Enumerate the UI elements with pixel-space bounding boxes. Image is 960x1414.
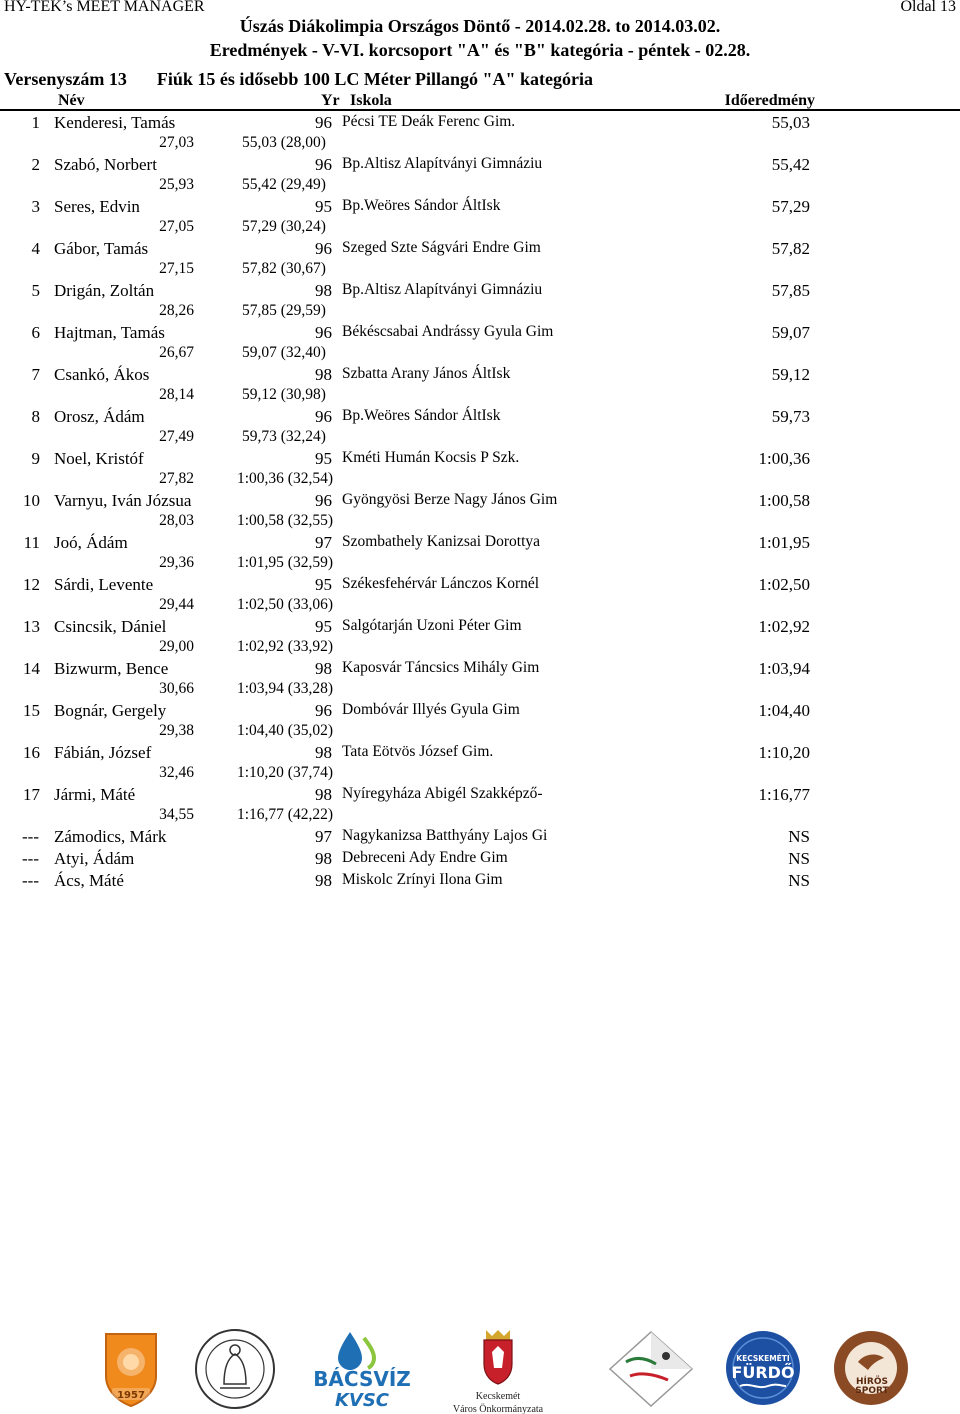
school-name: Nyíregyháza Abigél Szakképző- xyxy=(342,785,543,802)
split-50: 29,44 xyxy=(159,596,194,613)
split-100: 57,29 (30,24) xyxy=(242,218,326,235)
split-100: 55,42 (29,49) xyxy=(242,176,326,193)
school-name: Miskolc Zrínyi Ilona Gim xyxy=(342,871,503,888)
split-100: 59,07 (32,40) xyxy=(242,344,326,361)
split-50: 27,82 xyxy=(159,470,194,487)
status: NS xyxy=(788,871,810,890)
non-starter-row xyxy=(0,827,960,849)
furdo-text-main: FÜRDŐ xyxy=(731,1363,795,1382)
birth-year: 96 xyxy=(315,323,332,342)
seal-logo-icon xyxy=(194,1328,276,1410)
swimmer-name: Seres, Edvin xyxy=(54,197,140,216)
split-100: 1:10,20 (37,74) xyxy=(237,764,334,781)
column-header-name: Név xyxy=(58,92,85,109)
split-100: 59,73 (32,24) xyxy=(242,428,326,445)
swimmer-name: Atyi, Ádám xyxy=(54,849,135,868)
birth-year: 98 xyxy=(315,871,332,890)
split-50: 28,03 xyxy=(159,512,194,529)
final-time: 57,29 xyxy=(771,197,810,216)
swimmer-name: Noel, Kristóf xyxy=(54,449,144,468)
place: 9 xyxy=(31,449,40,468)
birth-year: 95 xyxy=(315,617,332,636)
result-row xyxy=(0,281,960,323)
birth-year: 96 xyxy=(315,155,332,174)
final-time: 1:02,50 xyxy=(758,575,810,594)
birth-year: 96 xyxy=(315,407,332,426)
split-50: 28,14 xyxy=(159,386,194,403)
swimmer-name: Varnyu, Iván Józsua xyxy=(54,491,192,510)
result-row xyxy=(0,113,960,155)
result-row xyxy=(0,323,960,365)
split-50: 27,49 xyxy=(159,428,194,445)
result-row xyxy=(0,701,960,743)
split-50: 27,03 xyxy=(159,134,194,151)
place: 4 xyxy=(31,239,40,258)
split-50: 27,05 xyxy=(159,218,194,235)
swimmer-name: Joó, Ádám xyxy=(54,533,128,552)
birth-year: 98 xyxy=(315,785,332,804)
place: 7 xyxy=(31,365,40,384)
final-time: 1:10,20 xyxy=(758,743,810,762)
birth-year: 95 xyxy=(315,575,332,594)
kecskemet-text: Kecskemét xyxy=(475,1391,521,1402)
place: 1 xyxy=(31,113,40,132)
final-time: 59,07 xyxy=(771,323,810,342)
birth-year: 95 xyxy=(315,449,332,468)
status: NS xyxy=(788,827,810,846)
kvsc-text: KVSC xyxy=(334,1390,390,1410)
results-title: Eredmények - V-VI. korcsoport "A" és "B" kategória - péntek - 02.28. xyxy=(209,40,751,60)
birth-year: 98 xyxy=(315,659,332,678)
split-50: 26,67 xyxy=(159,344,194,361)
bacsviz-kvsc-logo-icon xyxy=(310,1328,414,1410)
split-50: 27,15 xyxy=(159,260,194,277)
school-name: Bp.Altisz Alapítványi Gimnáziu xyxy=(342,281,543,298)
bacsviz-text: BÁCSVÍZ xyxy=(313,1367,411,1391)
final-time: 1:02,92 xyxy=(758,617,810,636)
birth-year: 96 xyxy=(315,239,332,258)
split-50: 25,93 xyxy=(159,176,194,193)
swimmer-name: Jármi, Máté xyxy=(54,785,136,804)
non-starter-row xyxy=(0,871,960,893)
result-row xyxy=(0,239,960,281)
split-100: 1:16,77 (42,22) xyxy=(237,806,334,823)
birth-year: 98 xyxy=(315,281,332,300)
school-name: Kméti Humán Kocsis P Szk. xyxy=(342,449,520,466)
school-name: Szbatta Arany János ÁltIsk xyxy=(342,365,511,382)
place: 13 xyxy=(23,617,40,636)
swimmer-name: Gábor, Tamás xyxy=(54,239,149,258)
split-100: 1:01,95 (32,59) xyxy=(237,554,334,571)
split-100: 55,03 (28,00) xyxy=(242,134,326,151)
final-time: 1:00,58 xyxy=(758,491,810,510)
place: 16 xyxy=(23,743,40,762)
place: --- xyxy=(22,827,39,846)
place: --- xyxy=(22,871,39,890)
swimmer-name: Orosz, Ádám xyxy=(54,407,145,426)
page-number: Oldal 13 xyxy=(900,0,956,15)
split-50: 29,36 xyxy=(159,554,194,571)
swimmer-name: Csankó, Ákos xyxy=(54,365,150,384)
swimmer-name: Bizwurm, Bence xyxy=(54,659,169,678)
birth-year: 97 xyxy=(315,533,332,552)
birth-year: 96 xyxy=(315,113,332,132)
split-100: 57,85 (29,59) xyxy=(242,302,326,319)
swimmer-name: Bognár, Gergely xyxy=(54,701,167,720)
swimmer-name: Sárdi, Levente xyxy=(54,575,154,594)
column-header-school: Iskola xyxy=(350,92,392,109)
school-sports-logo-icon xyxy=(100,1328,162,1408)
event-heading xyxy=(4,69,593,90)
split-50: 34,55 xyxy=(159,806,194,823)
split-100: 59,12 (30,98) xyxy=(242,386,326,403)
result-row xyxy=(0,659,960,701)
split-50: 29,00 xyxy=(159,638,194,655)
birth-year: 96 xyxy=(315,701,332,720)
kecskemet-subtext: Város Önkormányzata xyxy=(452,1404,544,1414)
result-row xyxy=(0,449,960,491)
school-name: Debreceni Ady Endre Gim xyxy=(342,849,508,866)
column-header-time: Időeredmény xyxy=(724,92,815,109)
place: 15 xyxy=(23,701,40,720)
final-time: 1:01,95 xyxy=(758,533,810,552)
result-row xyxy=(0,365,960,407)
swimmer-name: Drigán, Zoltán xyxy=(54,281,155,300)
result-row xyxy=(0,155,960,197)
meet-title: Úszás Diákolimpia Országos Döntő - 2014.02.28. to 2014.03.02. xyxy=(239,16,721,36)
place: 14 xyxy=(23,659,40,678)
furdo-text-top: KECSKEMÉTI xyxy=(736,1354,790,1363)
result-row xyxy=(0,533,960,575)
school-name: Bp.Weöres Sándor ÁltIsk xyxy=(342,407,501,424)
result-row xyxy=(0,407,960,449)
school-name: Pécsi TE Deák Ferenc Gim. xyxy=(342,113,516,130)
hiros-sport-logo-icon xyxy=(832,1328,910,1408)
school-name: Bp.Weöres Sándor ÁltIsk xyxy=(342,197,501,214)
final-time: 1:04,40 xyxy=(758,701,810,720)
place: 2 xyxy=(31,155,40,174)
result-row xyxy=(0,575,960,617)
birth-year: 95 xyxy=(315,197,332,216)
swimmer-name: Szabó, Norbert xyxy=(54,155,157,174)
kecskemeti-furdo-logo-icon xyxy=(724,1328,802,1408)
place: 10 xyxy=(23,491,40,510)
school-name: Békéscsabai Andrássy Gyula Gim xyxy=(342,323,554,340)
place: 5 xyxy=(31,281,40,300)
school-name: Salgótarján Uzoni Péter Gim xyxy=(342,617,522,634)
result-row xyxy=(0,617,960,659)
split-50: 30,66 xyxy=(159,680,194,697)
place: 3 xyxy=(31,197,40,216)
place: 12 xyxy=(23,575,40,594)
non-starter-row xyxy=(0,849,960,871)
school-name: Dombóvár Illyés Gyula Gim xyxy=(342,701,520,718)
school-name: Szombathely Kanizsai Dorottya xyxy=(342,533,541,550)
final-time: 55,03 xyxy=(771,113,810,132)
school-name: Bp.Altisz Alapítványi Gimnáziu xyxy=(342,155,543,172)
split-100: 1:02,50 (33,06) xyxy=(237,596,334,613)
column-header-yr: Yr xyxy=(321,92,340,109)
final-time: 59,73 xyxy=(771,407,810,426)
place: 6 xyxy=(31,323,40,342)
software-name: HY-TEK’s MEET MANAGER xyxy=(4,0,205,15)
birth-year: 96 xyxy=(315,491,332,510)
sport-text: SPORT xyxy=(855,1386,889,1396)
split-100: 1:00,58 (32,55) xyxy=(237,512,334,529)
final-time: 1:16,77 xyxy=(758,785,810,804)
school-name: Szeged Szte Ságvári Endre Gim xyxy=(342,239,541,256)
birth-year: 98 xyxy=(315,849,332,868)
result-row xyxy=(0,785,960,827)
birth-year: 97 xyxy=(315,827,332,846)
split-100: 1:03,94 (33,28) xyxy=(237,680,334,697)
final-time: 57,85 xyxy=(771,281,810,300)
event-number: Versenyszám 13 xyxy=(4,69,127,89)
split-100: 1:00,36 (32,54) xyxy=(237,470,334,487)
school-name: Gyöngyösi Berze Nagy János Gim xyxy=(342,491,558,508)
split-50: 29,38 xyxy=(159,722,194,739)
kecskemet-coat-of-arms-icon xyxy=(440,1328,556,1414)
final-time: 57,82 xyxy=(771,239,810,258)
swimmer-name: Zámodics, Márk xyxy=(54,827,167,846)
swimmer-name: Fábián, József xyxy=(54,743,152,762)
result-row xyxy=(0,743,960,785)
split-100: 57,82 (30,67) xyxy=(242,260,326,277)
school-name: Nagykanizsa Batthyány Lajos Gi xyxy=(342,827,548,844)
swimmer-name: Ács, Máté xyxy=(54,871,124,890)
place: 11 xyxy=(23,533,40,552)
hiros-text: HÍRÖS xyxy=(856,1377,888,1387)
split-100: 1:02,92 (33,92) xyxy=(237,638,334,655)
status: NS xyxy=(788,849,810,868)
final-time: 1:03,94 xyxy=(758,659,810,678)
split-100: 1:04,40 (35,02) xyxy=(237,722,334,739)
final-time: 59,12 xyxy=(771,365,810,384)
swimmer-name: Kenderesi, Tamás xyxy=(54,113,176,132)
logo1-year: 1957 xyxy=(117,1390,145,1401)
swimmer-name: Hajtman, Tamás xyxy=(54,323,165,342)
final-time: 1:00,36 xyxy=(758,449,810,468)
split-50: 28,26 xyxy=(159,302,194,319)
birth-year: 98 xyxy=(315,365,332,384)
final-time: 55,42 xyxy=(771,155,810,174)
swimming-federation-logo-icon xyxy=(606,1328,696,1410)
header-rule xyxy=(0,109,960,111)
school-name: Tata Eötvös József Gim. xyxy=(342,743,494,760)
place: 17 xyxy=(23,785,40,804)
place: 8 xyxy=(31,407,40,426)
place: --- xyxy=(22,849,39,868)
school-name: Kaposvár Táncsics Mihály Gim xyxy=(342,659,540,676)
birth-year: 98 xyxy=(315,743,332,762)
result-row xyxy=(0,491,960,533)
split-50: 32,46 xyxy=(159,764,194,781)
sponsor-logos xyxy=(0,1320,960,1413)
result-row xyxy=(0,197,960,239)
swimmer-name: Csincsik, Dániel xyxy=(54,617,167,636)
school-name: Székesfehérvár Lánczos Kornél xyxy=(342,575,540,592)
event-name: Fiúk 15 és idősebb 100 LC Méter Pillangó "A" kategória xyxy=(156,69,593,89)
